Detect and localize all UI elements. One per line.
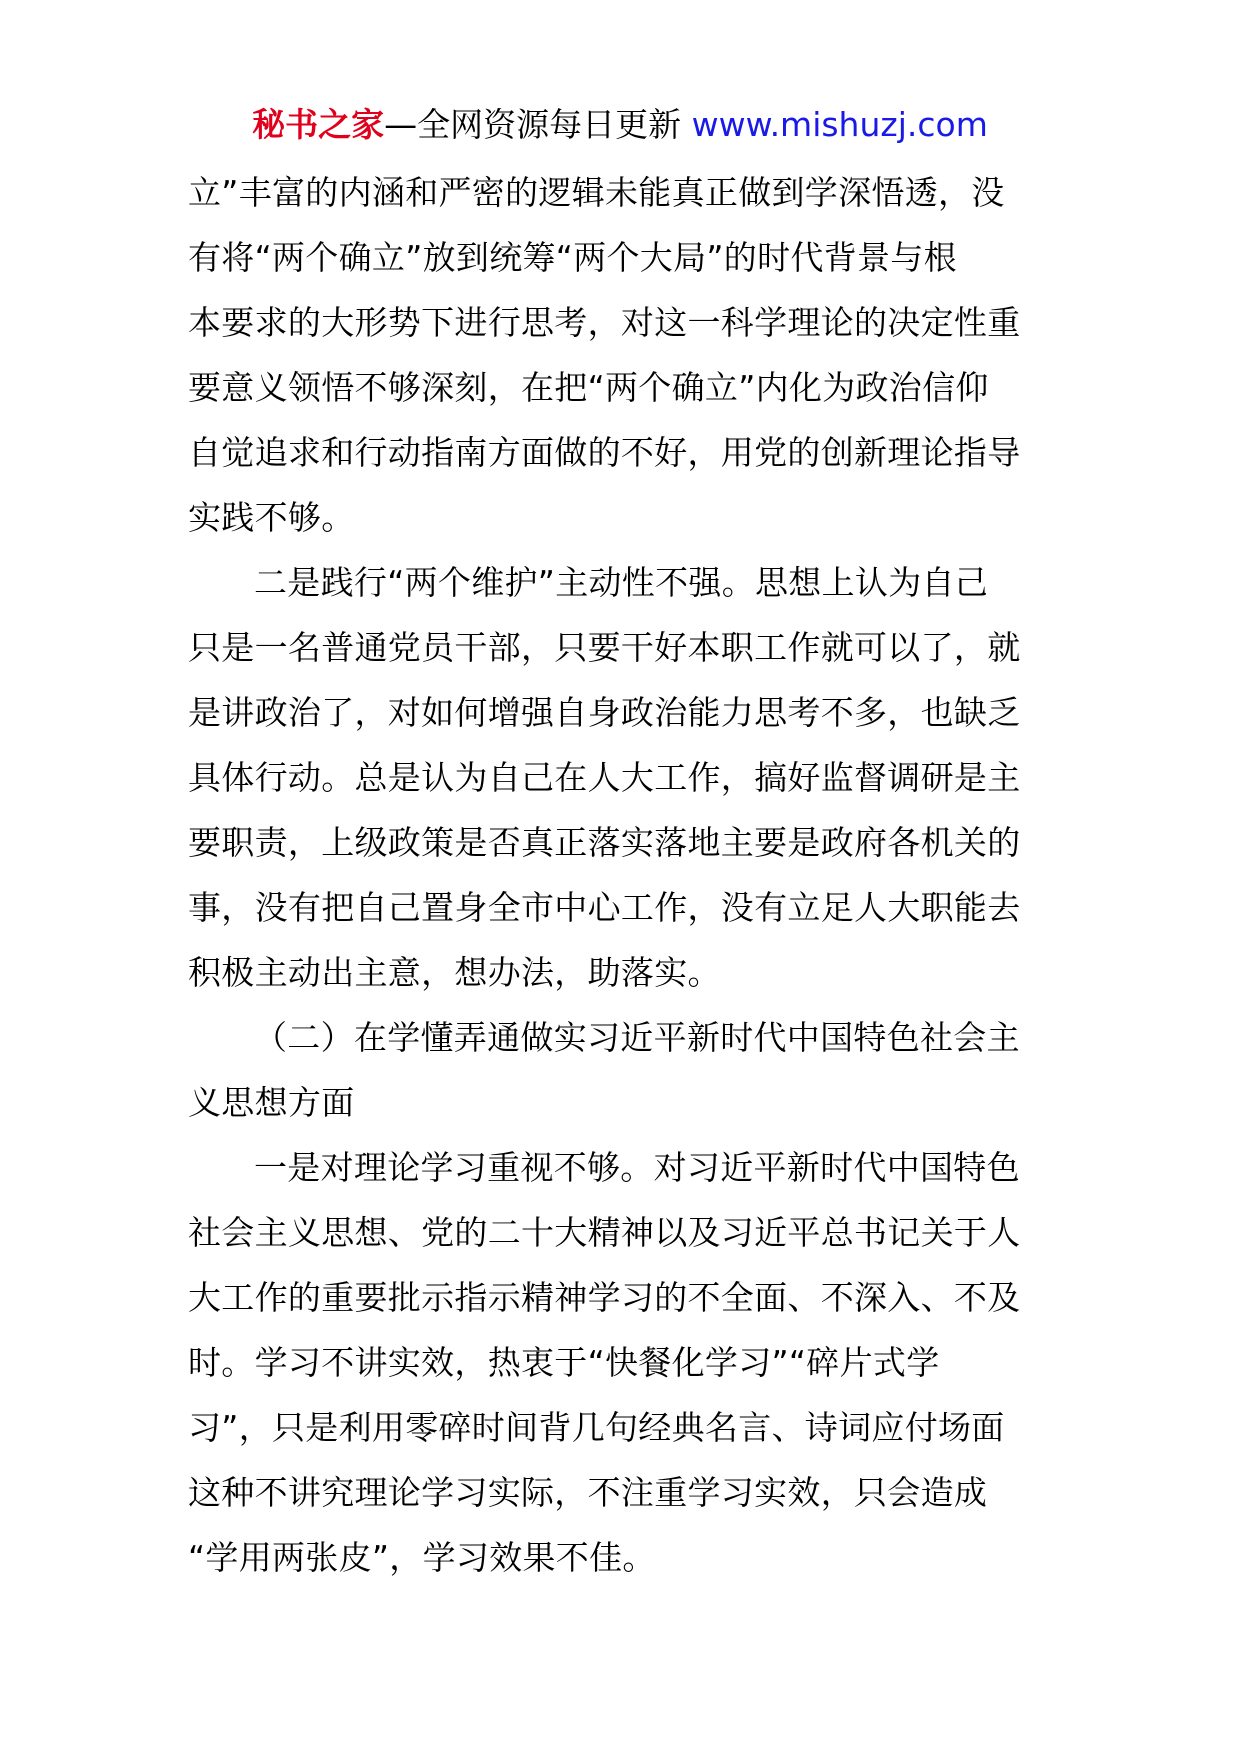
text-line: 事，没有把自己置身全市中心工作，没有立足人大职能去	[188, 888, 1021, 927]
text-line: 社会主义思想、党的二十大精神以及习近平总书记关于人	[188, 1213, 1021, 1252]
text-line: 是讲政治了，对如何增强自身政治能力思考不多，也缺乏	[188, 693, 1021, 732]
text-line: 有将“两个确立”放到统筹“两个大局”的时代背景与根	[188, 238, 957, 277]
text-line: 要职责，上级政策是否真正落实落地主要是政府各机关的	[188, 823, 1021, 862]
text-line: 立”丰富的内涵和严密的逻辑未能真正做到学深悟透，没	[188, 173, 1005, 212]
text-line: 自觉追求和行动指南方面做的不好，用党的创新理论指导	[188, 433, 1021, 472]
text-line: 只是一名普通党员干部，只要干好本职工作就可以了，就	[188, 628, 1021, 667]
text-line: 习”，只是利用零碎时间背几句经典名言、诗词应付场面	[188, 1408, 1005, 1447]
text-line: 要意义领悟不够深刻，在把“两个确立”内化为政治信仰	[188, 368, 989, 407]
site-header	[0, 100, 1240, 150]
paragraph-start-line: 二是践行“两个维护”主动性不强。思想上认为自己	[254, 563, 989, 602]
section-heading-line: （二）在学懂弄通做实习近平新时代中国特色社会主	[254, 1018, 1020, 1057]
site-url-link[interactable]: www.mishuzj.com	[691, 105, 988, 144]
document-body	[188, 160, 1058, 1590]
paragraph-start-line: 一是对理论学习重视不够。对习近平新时代中国特色	[254, 1148, 1020, 1187]
site-slogan: —全网资源每日更新	[384, 105, 682, 144]
section-heading-line: 义思想方面	[188, 1083, 355, 1122]
text-line: “学用两张皮”，学习效果不佳。	[188, 1538, 656, 1577]
site-brand: 秘书之家	[252, 105, 385, 144]
text-line: 具体行动。总是认为自己在人大工作，搞好监督调研是主	[188, 758, 1021, 797]
text-line: 时。学习不讲实效，热衷于“快餐化学习”“碎片式学	[188, 1343, 940, 1382]
text-line: 大工作的重要批示指示精神学习的不全面、不深入、不及	[188, 1278, 1021, 1317]
text-line: 本要求的大形势下进行思考，对这一科学理论的决定性重	[188, 303, 1021, 342]
text-line: 这种不讲究理论学习实际，不注重学习实效，只会造成	[188, 1473, 988, 1512]
text-line: 实践不够。	[188, 498, 355, 537]
text-line: 积极主动出主意，想办法，助落实。	[188, 953, 721, 992]
